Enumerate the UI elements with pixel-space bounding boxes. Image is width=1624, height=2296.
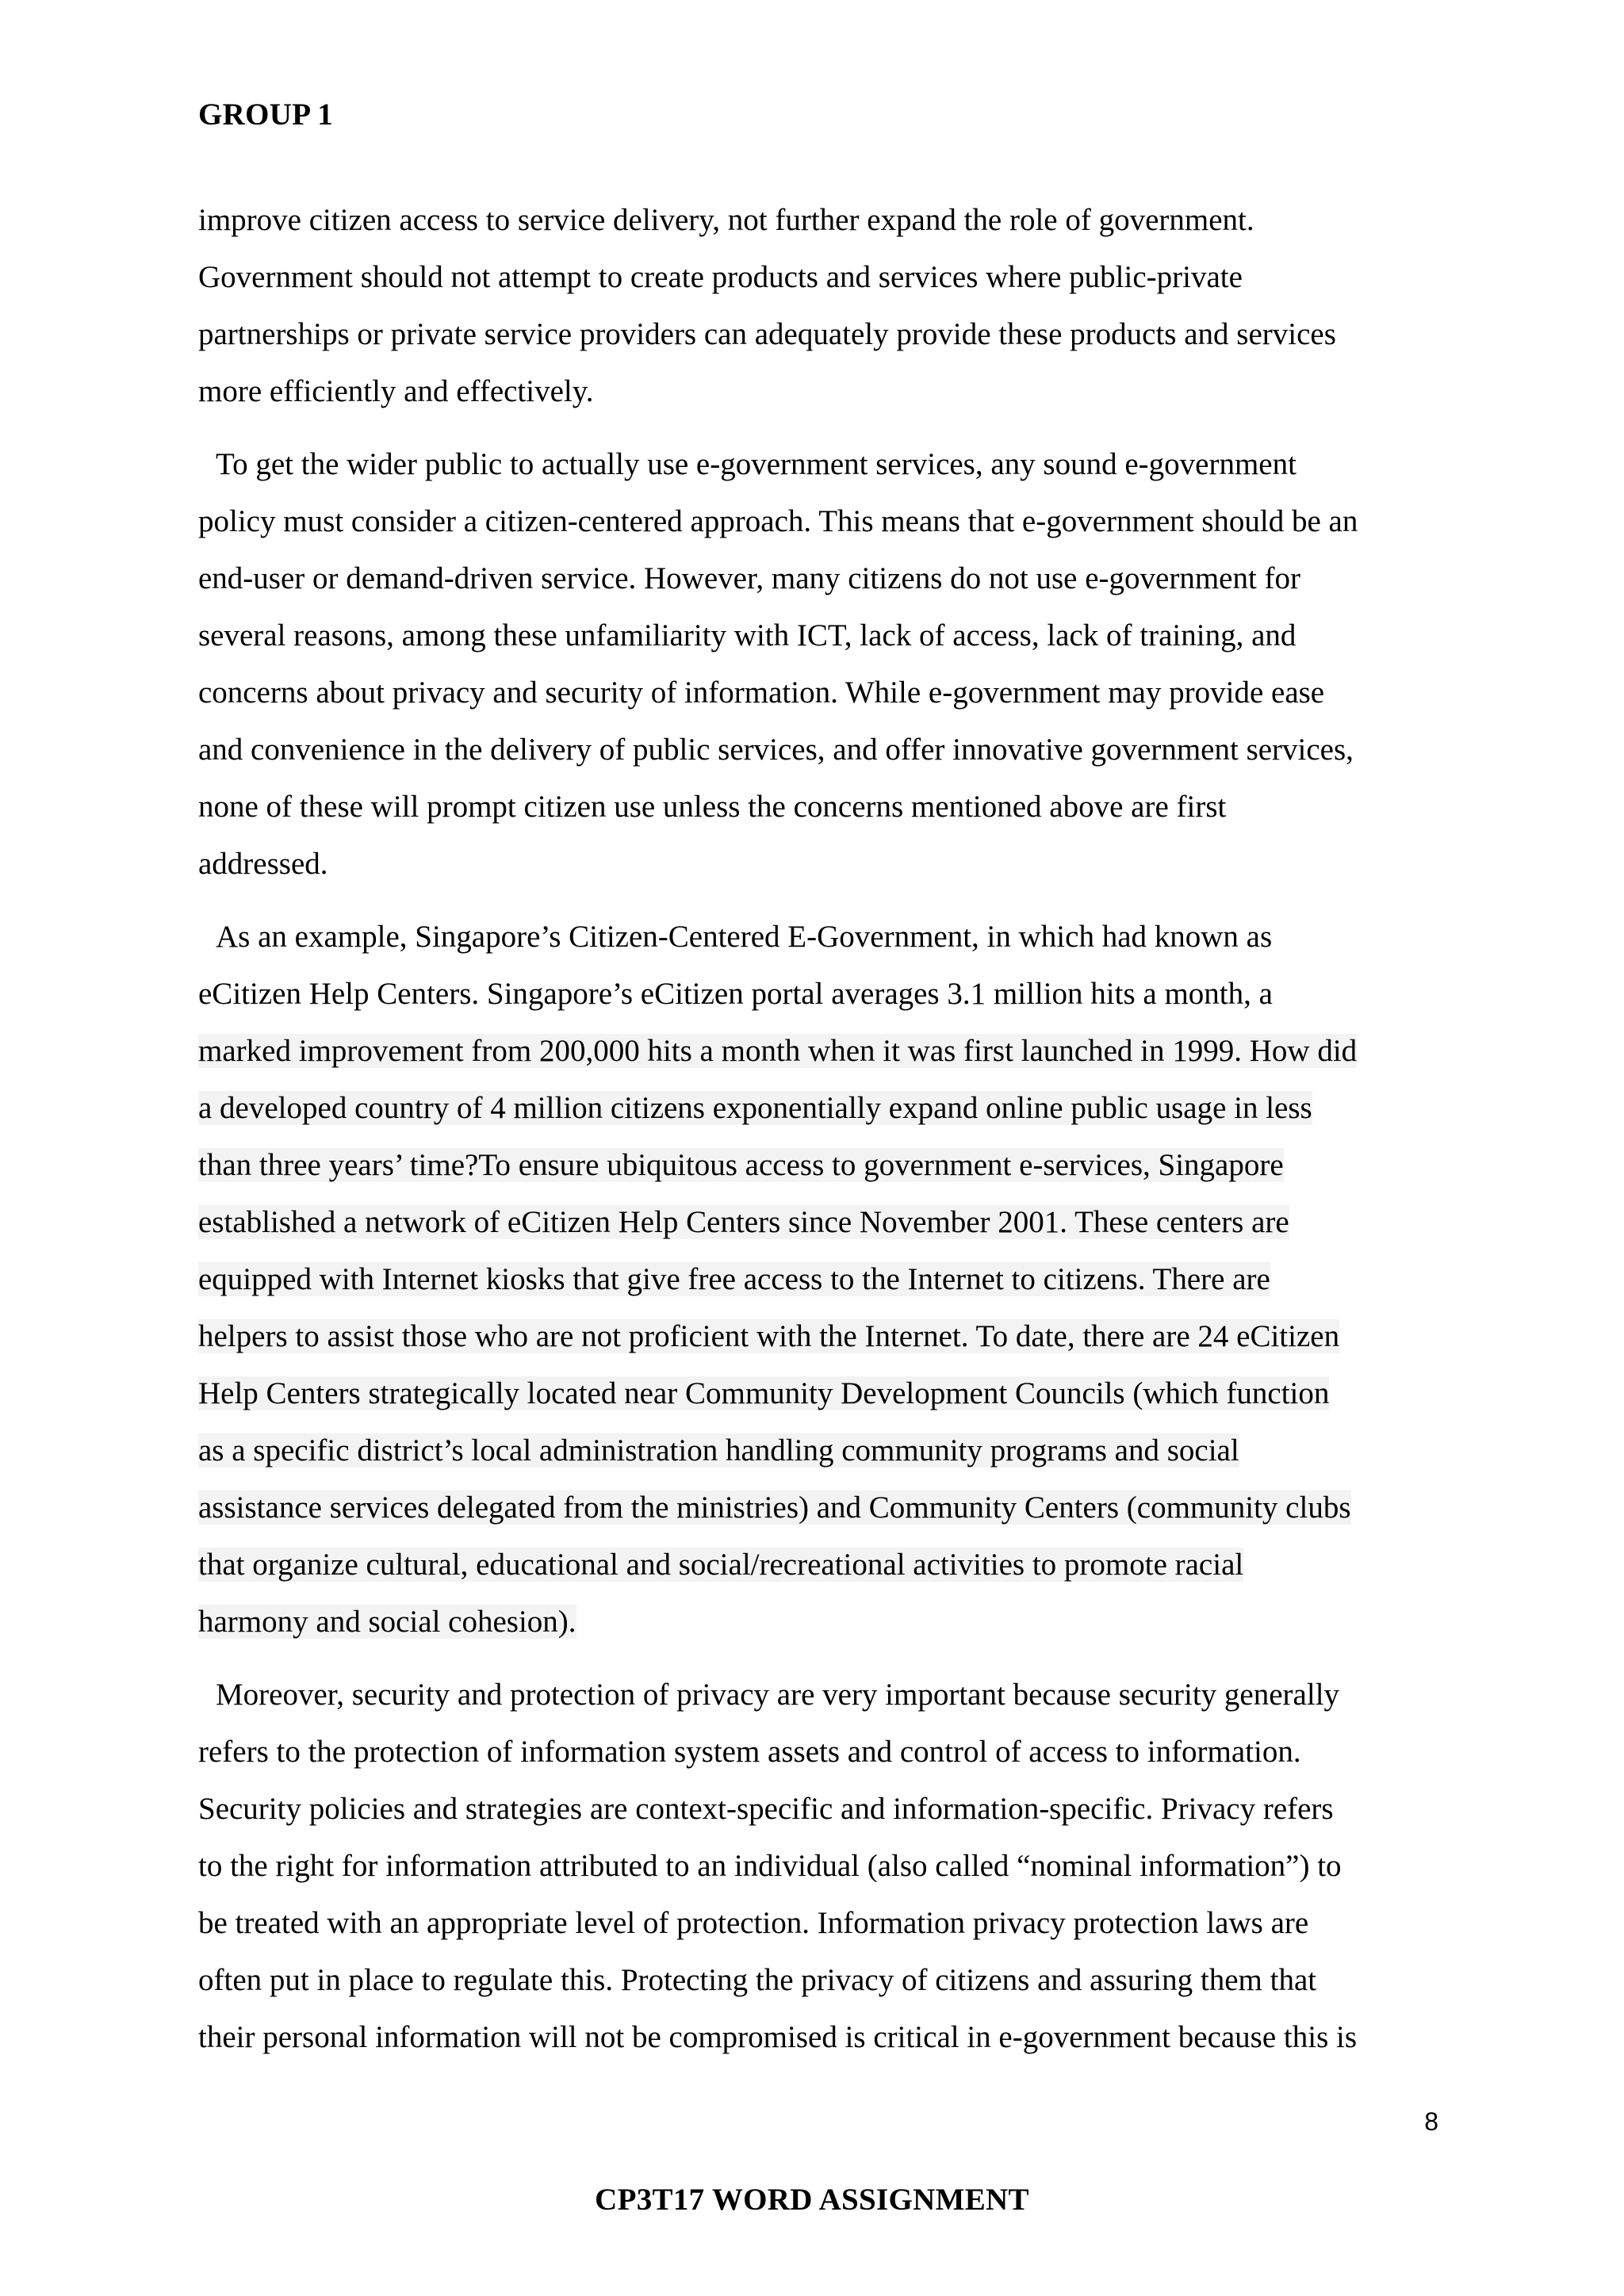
paragraph xyxy=(198,192,1443,420)
text-line xyxy=(198,1194,1443,1251)
text-line-content: Security policies and strategies are context-specific and information-specific. Privacy refers xyxy=(198,1792,1334,1826)
text-line xyxy=(198,249,1443,306)
text-line-content: harmony and social cohesion). xyxy=(198,1605,576,1639)
text-line xyxy=(198,1308,1443,1365)
text-line xyxy=(198,1724,1443,1781)
text-line-content: established a network of eCitizen Help Centers since November 2001. These centers are xyxy=(198,1205,1289,1239)
text-line xyxy=(198,192,1443,249)
text-line xyxy=(198,1667,1443,1724)
text-line xyxy=(198,1137,1443,1194)
text-line xyxy=(198,1536,1443,1594)
text-line xyxy=(198,721,1443,779)
text-line xyxy=(198,363,1443,420)
text-line xyxy=(198,1023,1443,1080)
text-line xyxy=(198,607,1443,664)
text-line-content: a developed country of 4 million citizens exponentially expand online public usage in less xyxy=(198,1091,1312,1125)
text-line xyxy=(198,1080,1443,1137)
text-line-content: none of these will prompt citizen use unless the concerns mentioned above are first xyxy=(198,790,1227,824)
text-line xyxy=(198,493,1443,550)
text-line xyxy=(198,1895,1443,1952)
text-line xyxy=(198,306,1443,363)
text-line-content: Moreover, security and protection of privacy are very important because security generally xyxy=(216,1678,1340,1712)
text-line-content: As an example, Singapore’s Citizen-Centered E-Government, in which had known as xyxy=(216,920,1273,954)
text-line xyxy=(198,1781,1443,1838)
text-line-content: than three years’ time?To ensure ubiquitous access to government e-services, Singapore xyxy=(198,1148,1284,1182)
text-line xyxy=(198,1251,1443,1308)
paragraph xyxy=(198,1667,1443,2066)
text-line-content: end-user or demand-driven service. However, many citizens do not use e-government for xyxy=(198,561,1301,595)
text-line xyxy=(198,436,1443,493)
text-line-content: partnerships or private service providers can adequately provide these products and services xyxy=(198,317,1336,351)
text-line xyxy=(198,1365,1443,1422)
text-line xyxy=(198,550,1443,607)
paragraph xyxy=(198,909,1443,1651)
text-line-content: several reasons, among these unfamiliarity with ICT, lack of access, lack of training, and xyxy=(198,618,1297,652)
text-line-content: Government should not attempt to create products and services where public-private xyxy=(198,260,1243,294)
text-line-content: refers to the protection of information system assets and control of access to information. xyxy=(198,1735,1301,1769)
text-line-content: to the right for information attributed to an individual (also called “nominal information”) to xyxy=(198,1849,1342,1883)
text-line-content: be treated with an appropriate level of protection. Information privacy protection laws are xyxy=(198,1906,1309,1940)
text-line xyxy=(198,779,1443,836)
text-line xyxy=(198,1838,1443,1895)
text-line-content: that organize cultural, educational and social/recreational activities to promote racial xyxy=(198,1548,1244,1582)
text-line-content: addressed. xyxy=(198,847,328,881)
text-line xyxy=(198,836,1443,893)
text-line-content: concerns about privacy and security of information. While e-government may provide ease xyxy=(198,675,1325,710)
text-line-content: often put in place to regulate this. Protecting the privacy of citizens and assuring them that xyxy=(198,1963,1317,1997)
text-line xyxy=(198,664,1443,721)
text-line-content: marked improvement from 200,000 hits a month when it was first launched in 1999. How did xyxy=(198,1034,1358,1068)
text-line xyxy=(198,2009,1443,2066)
text-line-content: assistance services delegated from the ministries) and Community Centers (community clubs xyxy=(198,1490,1351,1525)
text-line-content: policy must consider a citizen-centered approach. This means that e-government should be an xyxy=(198,504,1358,538)
text-line xyxy=(198,1952,1443,2009)
text-line-content: improve citizen access to service delivery, not further expand the role of government. xyxy=(198,203,1254,237)
document-body xyxy=(198,192,1443,2082)
text-line xyxy=(198,909,1443,966)
text-line-content: as a specific district’s local administration handling community programs and social xyxy=(198,1433,1239,1468)
text-line-content: To get the wider public to actually use e-government services, any sound e-government xyxy=(216,447,1297,481)
text-line-content: equipped with Internet kiosks that give free access to the Internet to citizens. There are xyxy=(198,1262,1270,1296)
text-line-content: eCitizen Help Centers. Singapore’s eCitizen portal averages 3.1 million hits a month, a xyxy=(198,977,1273,1011)
text-line-content: their personal information will not be compromised is critical in e-government because this is xyxy=(198,2020,1358,2054)
text-line xyxy=(198,1422,1443,1479)
text-line xyxy=(198,1594,1443,1651)
text-line-content: Help Centers strategically located near Community Development Councils (which function xyxy=(198,1376,1330,1410)
paragraph xyxy=(198,436,1443,893)
text-line-content: more efficiently and effectively. xyxy=(198,374,594,408)
text-line-content: helpers to assist those who are not proficient with the Internet. To date, there are 24 eCitizen xyxy=(198,1319,1340,1353)
text-line xyxy=(198,966,1443,1023)
page-header: GROUP 1 xyxy=(198,98,334,132)
page-footer: CP3T17 WORD ASSIGNMENT xyxy=(595,2183,1029,2217)
text-line xyxy=(198,1479,1443,1536)
text-line-content: and convenience in the delivery of public services, and offer innovative government services, xyxy=(198,733,1354,767)
page-number: 8 xyxy=(1424,2107,1438,2136)
